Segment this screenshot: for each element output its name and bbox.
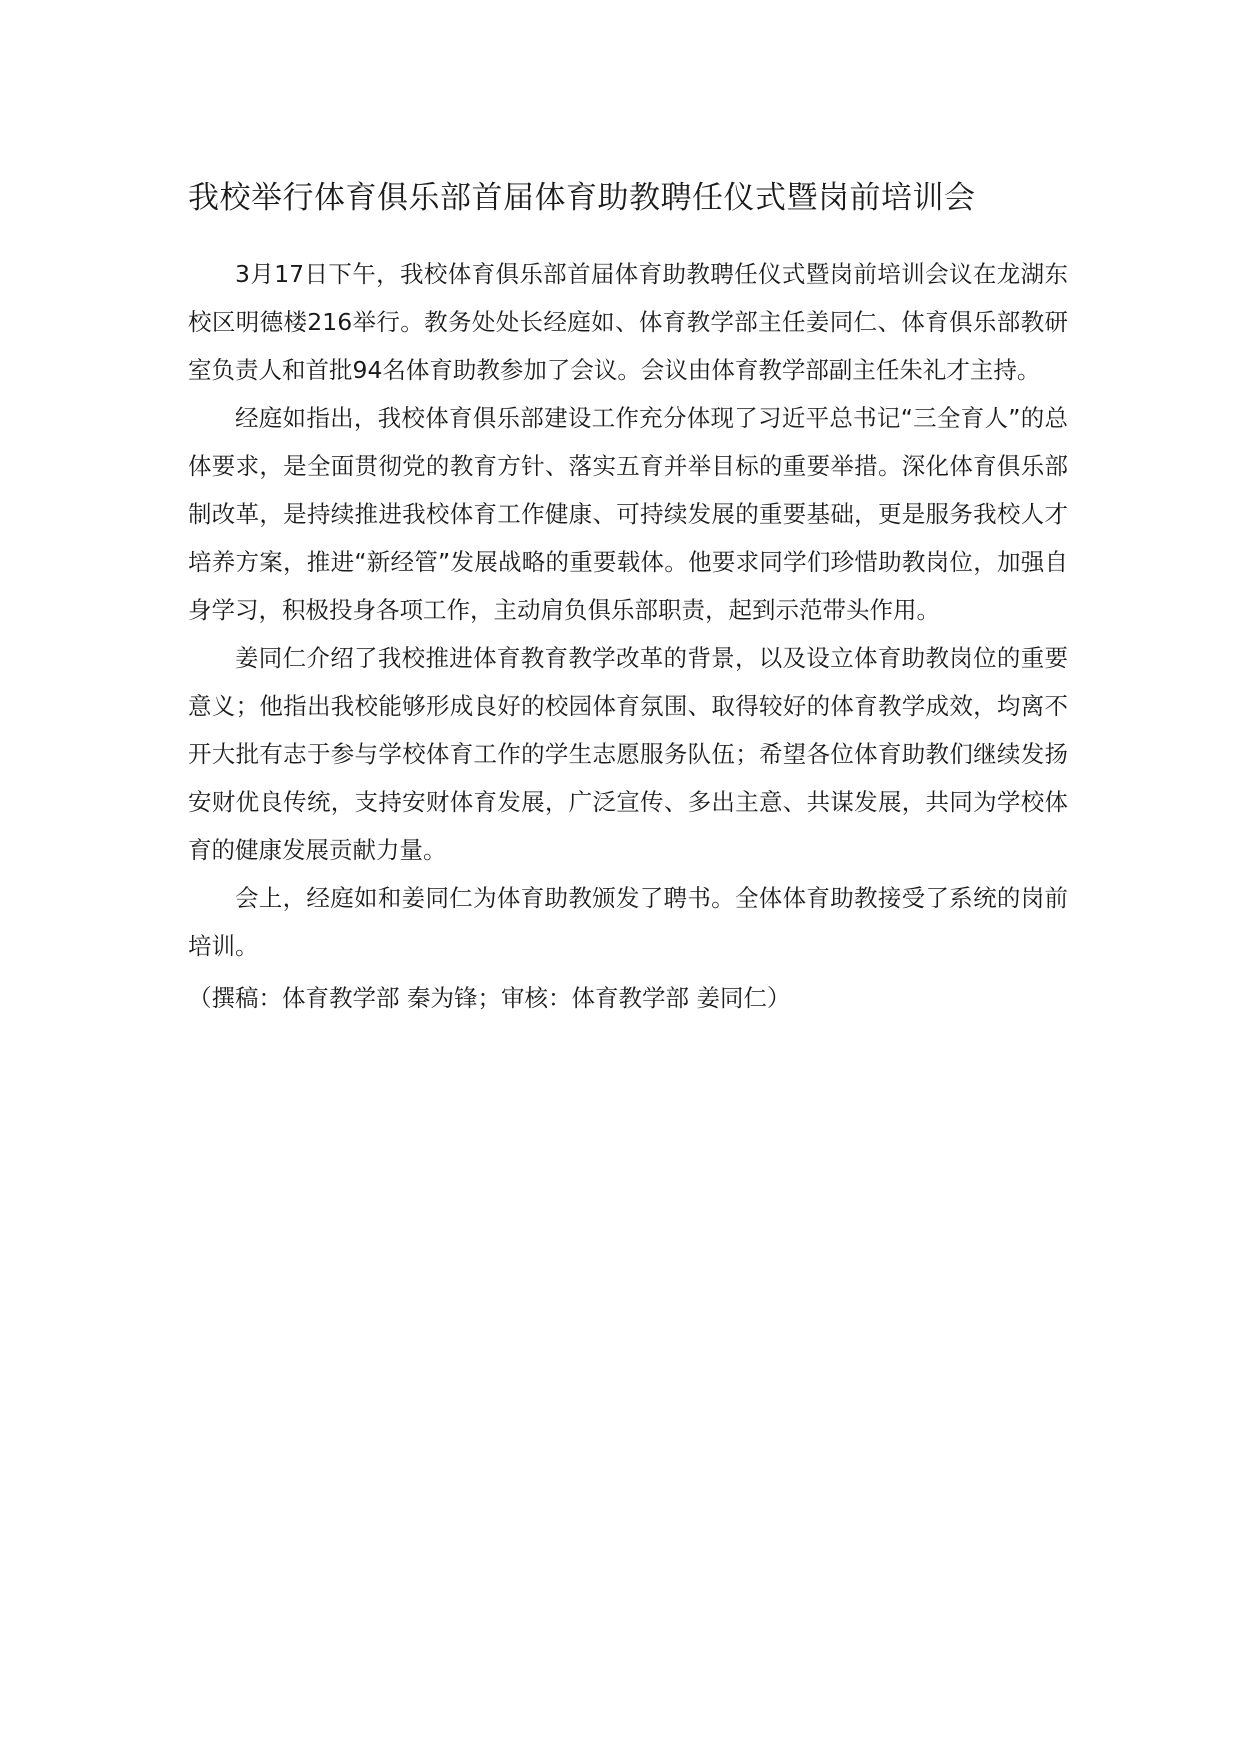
article <box>188 168 1068 1022</box>
paragraph-3: 姜同仁介绍了我校推进体育教育教学改革的背景，以及设立体育助教岗位的重要意义；他指出我校能够形成良好的校园体育氛围、取得较好的体育教学成效，均离不开大批有志于参与学校体育工作的学生志愿服务队伍；希望各位体育助教们继续发扬安财优良传统，支持安财体育发展，广泛宣传、多出主意、共谋发展，共同为学校体育的健康发展贡献力量。 <box>188 644 1068 864</box>
paragraph-1: 3月17日下午，我校体育俱乐部首届体育助教聘任仪式暨岗前培训会议在龙湖东校区明德楼216举行。教务处处长经庭如、体育教学部主任姜同仁、体育俱乐部教研室负责人和首批94名体育助教参加了会议。会议由体育教学部副主任朱礼才主持。 <box>188 260 1068 384</box>
article-title: 我校举行体育俱乐部首届体育助教聘任仪式暨岗前培训会 <box>188 180 976 216</box>
paragraph-2: 经庭如指出，我校体育俱乐部建设工作充分体现了习近平总书记“三全育人”的总体要求，是全面贯彻党的教育方针、落实五育并举目标的重要举措。深化体育俱乐部制改革，是持续推进我校体育工作健康、可持续发展的重要基础，更是服务我校人才培养方案，推进“新经管”发展战略的重要载体。他要求同学们珍惜助教岗位，加强自身学习，积极投身各项工作，主动肩负俱乐部职责，起到示范带头作用。 <box>188 404 1068 624</box>
paragraph-4: 会上，经庭如和姜同仁为体育助教颁发了聘书。全体体育助教接受了系统的岗前培训。 <box>188 884 1068 960</box>
byline: （撰稿：体育教学部 秦为锋；审核：体育教学部 姜同仁） <box>188 984 791 1012</box>
